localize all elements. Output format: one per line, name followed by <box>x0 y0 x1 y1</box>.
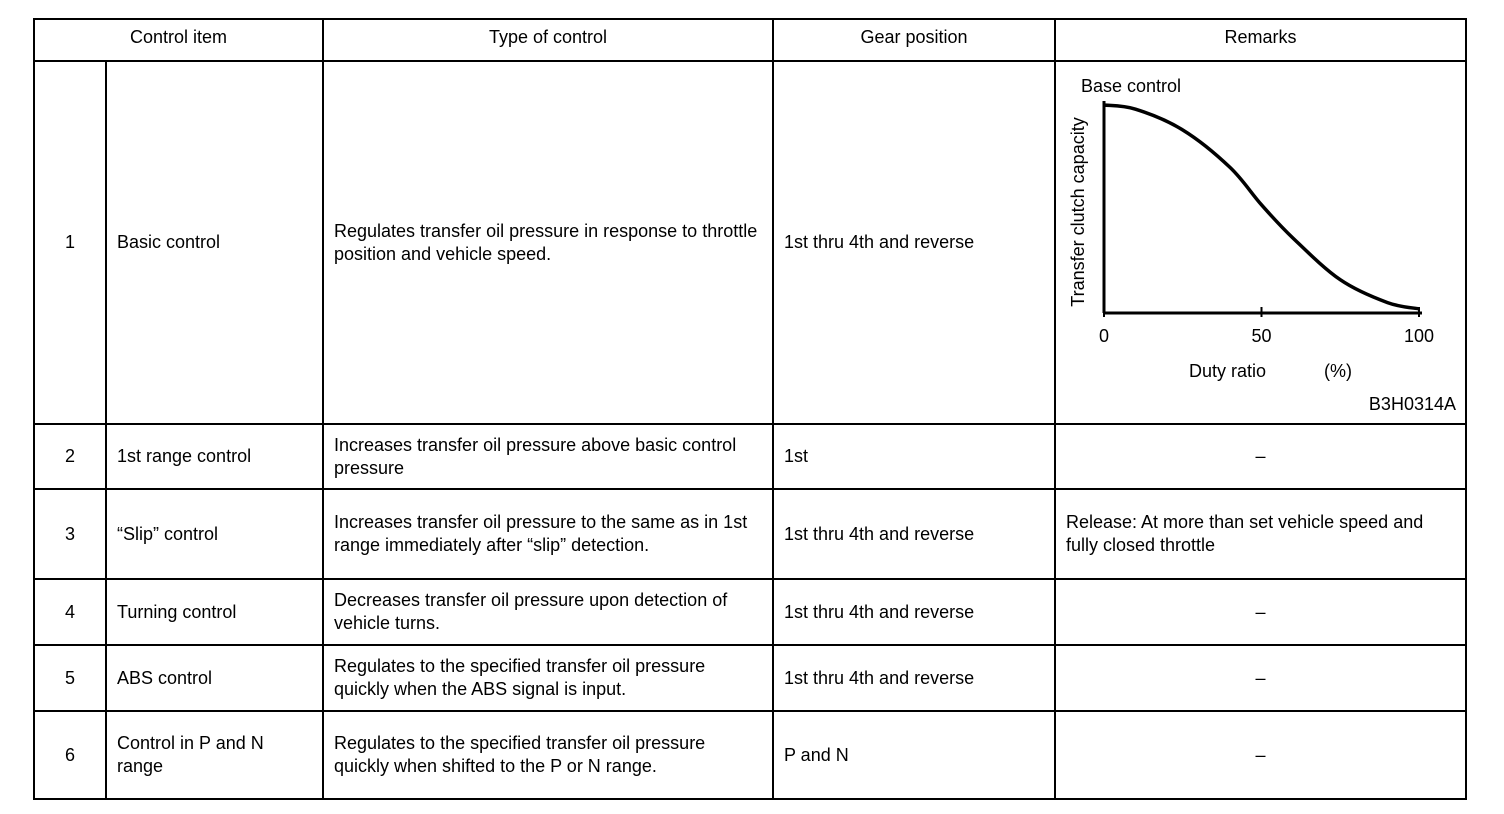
remarks: Release: At more than set vehicle speed and fully closed throttle <box>1055 489 1466 579</box>
y-axis-label: Transfer clutch capacity <box>1068 117 1088 307</box>
type-of-control: Increases transfer oil pressure above basic control pressure <box>323 424 773 489</box>
header-control-item: Control item <box>34 19 323 61</box>
x-tick-label: 100 <box>1403 326 1435 346</box>
control-item: Control in P and N range <box>106 711 323 799</box>
x-tick-label: 0 <box>1098 326 1110 346</box>
control-item: “Slip” control <box>106 489 323 579</box>
table-row <box>34 61 1466 424</box>
gear-position: 1st thru 4th and reverse <box>773 489 1055 579</box>
control-table <box>33 18 1467 800</box>
gear-position: 1st <box>773 424 1055 489</box>
header-row <box>34 19 1466 61</box>
gear-position: 1st thru 4th and reverse <box>773 61 1055 424</box>
table-row <box>34 579 1466 645</box>
type-of-control: Decreases transfer oil pressure upon detection of vehicle turns. <box>323 579 773 645</box>
row-number: 1 <box>34 61 106 424</box>
type-of-control: Regulates transfer oil pressure in response to throttle position and vehicle speed. <box>323 61 773 424</box>
row-number: 4 <box>34 579 106 645</box>
remarks <box>1055 61 1466 424</box>
x-axis-unit: (%) <box>1324 361 1352 381</box>
control-item: Turning control <box>106 579 323 645</box>
x-axis-label: Duty ratio <box>1189 361 1267 381</box>
header-remarks: Remarks <box>1055 19 1466 61</box>
remarks: – <box>1055 645 1466 711</box>
remarks: – <box>1055 579 1466 645</box>
control-item: ABS control <box>106 645 323 711</box>
table-row <box>34 711 1466 799</box>
chart-title: Base control <box>1081 76 1182 96</box>
figure-code: B3H0314A <box>1368 394 1456 414</box>
table-row <box>34 424 1466 489</box>
type-of-control: Increases transfer oil pressure to the same as in 1st range immediately after “slip” detection. <box>323 489 773 579</box>
gear-position: 1st thru 4th and reverse <box>773 579 1055 645</box>
remarks: – <box>1055 424 1466 489</box>
duty-ratio-chart <box>1056 62 1465 423</box>
table-row <box>34 645 1466 711</box>
gear-position: 1st thru 4th and reverse <box>773 645 1055 711</box>
type-of-control: Regulates to the specified transfer oil pressure quickly when shifted to the P or N range. <box>323 711 773 799</box>
type-of-control: Regulates to the specified transfer oil pressure quickly when the ABS signal is input. <box>323 645 773 711</box>
header-type: Type of control <box>323 19 773 61</box>
control-item: Basic control <box>106 61 323 424</box>
gear-position: P and N <box>773 711 1055 799</box>
row-number: 2 <box>34 424 106 489</box>
row-number: 3 <box>34 489 106 579</box>
series-line <box>1104 105 1419 309</box>
row-number: 5 <box>34 645 106 711</box>
x-tick-label: 50 <box>1251 326 1272 346</box>
row-number: 6 <box>34 711 106 799</box>
remarks: – <box>1055 711 1466 799</box>
header-gear: Gear position <box>773 19 1055 61</box>
control-item: 1st range control <box>106 424 323 489</box>
table-row <box>34 489 1466 579</box>
